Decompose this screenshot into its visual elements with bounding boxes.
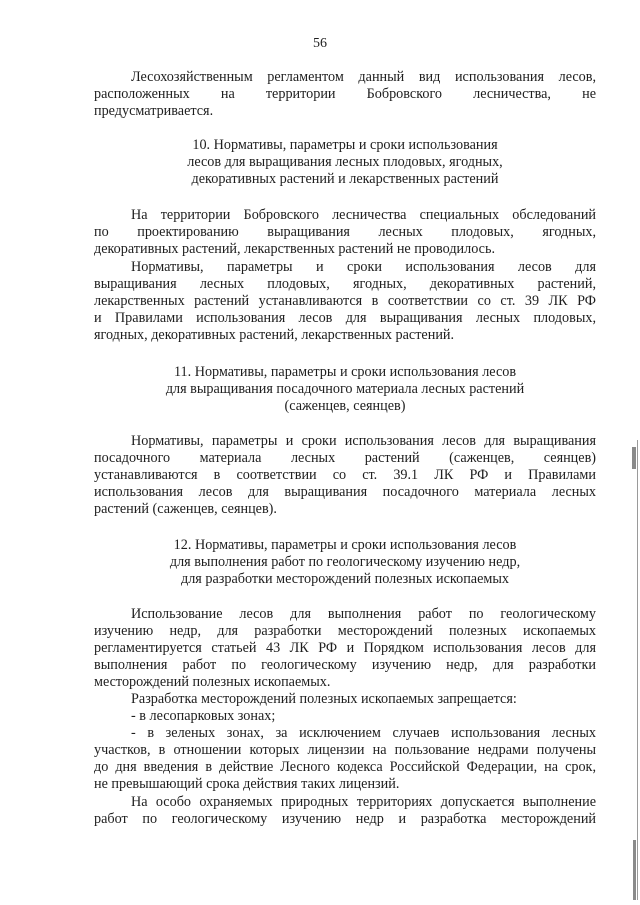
s12p3-line-1: На особо охраняемых природных территориях допускается выполнение <box>131 794 596 810</box>
s11p1-line-5: растений (саженцев, сеянцев). <box>94 500 277 517</box>
s12-bullet-1: - в лесопарковых зонах; <box>131 707 276 724</box>
s10p2-line-3: лекарственных растений устанавливаются в соответствии со ст. 39 ЛК РФ <box>94 292 596 309</box>
s11p1-line-1: Нормативы, параметры и сроки использования лесов для выращивания <box>131 433 596 449</box>
s11p1-line-3: устанавливаются в соответствии со ст. 39.1 ЛК РФ и Правилами <box>94 466 596 483</box>
section-12-heading-line-1: 12. Нормативы, параметры и сроки использования лесов <box>173 537 517 553</box>
section-12-paragraph-1 <box>94 606 596 691</box>
intro-line-1: Лесохозяйственным регламентом данный вид использования лесов, <box>131 69 596 85</box>
section-12-paragraph-3 <box>94 794 596 828</box>
section-10-heading <box>94 137 596 188</box>
s12-bullet-2-line-4: не превышающий срока действия таких лицензий. <box>94 775 400 792</box>
s12p2-text: Разработка месторождений полезных ископаемых запрещается: <box>131 691 517 707</box>
s10p2-line-5: ягодных, декоративных растений, лекарственных растений. <box>94 326 455 343</box>
s12-bullet-2-line-3: до дня введения в действие Лесного кодекса Российской Федерации, на срок, <box>94 758 596 775</box>
s12-bullet-2-line-1: - в зеленых зонах, за исключением случаев использования лесных <box>131 724 596 741</box>
section-10-heading-line-1: 10. Нормативы, параметры и сроки использования <box>192 137 498 153</box>
s11p1-line-4: использования лесов для выращивания посадочного материала лесных <box>94 483 596 500</box>
section-11-heading-line-1: 11. Нормативы, параметры и сроки использования лесов <box>173 364 517 380</box>
scan-edge-mark <box>632 447 636 469</box>
section-10-paragraph-1 <box>94 207 596 258</box>
s12p1-line-1: Использование лесов для выполнения работ по геологическому <box>131 606 596 622</box>
s12p3-line-2: работ по геологическому изучению недр и разработка месторождений <box>94 810 596 827</box>
s10p2-line-4: и Правилами использования лесов для выращивания лесных плодовых, <box>94 309 596 326</box>
s10p2-line-2: выращивания лесных плодовых, ягодных, декоративных растений, <box>94 275 596 292</box>
section-10-heading-line-3: декоративных растений и лекарственных растений <box>191 170 499 187</box>
intro-paragraph <box>94 69 596 120</box>
intro-line-2: расположенных на территории Бобровского лесничества, не <box>94 85 596 102</box>
section-10-paragraph-2 <box>94 259 596 344</box>
section-11-heading-line-2: для выращивания посадочного материала лесных растений <box>165 380 525 397</box>
s10p1-line-3: декоративных растений, лекарственных растений не проводилось. <box>94 240 495 257</box>
section-12-heading-line-3: для разработки месторождений полезных ископаемых <box>181 570 509 587</box>
section-11-heading <box>94 364 596 415</box>
s12p1-line-5: месторождений полезных ископаемых. <box>94 673 331 690</box>
section-11-paragraph-1 <box>94 433 596 518</box>
intro-line-3: предусматривается. <box>94 102 214 119</box>
s11p1-line-2: посадочного материала лесных растений (саженцев, сеянцев) <box>94 449 596 466</box>
section-10-heading-line-2: лесов для выращивания лесных плодовых, ягодных, <box>187 153 503 170</box>
s12p1-line-2: изучению недр, для разработки месторождений полезных ископаемых <box>94 622 596 639</box>
page-number: 56 <box>313 36 327 51</box>
section-12-heading-line-2: для выполнения работ по геологическому изучению недр, <box>169 553 521 570</box>
scan-edge-mark <box>633 840 636 900</box>
s10p1-line-1: На территории Бобровского лесничества специальных обследований <box>131 207 596 223</box>
s10p1-line-2: по проектированию выращивания лесных плодовых, ягодных, <box>94 223 596 240</box>
section-12-prohibitions <box>94 691 596 792</box>
s10p2-line-1: Нормативы, параметры и сроки использования лесов для <box>131 259 596 275</box>
section-12-heading <box>94 537 596 588</box>
section-11-heading-line-3: (саженцев, сеянцев) <box>284 397 406 414</box>
s12p1-line-3: регламентируется статьей 43 ЛК РФ и Порядком использования лесов для <box>94 639 596 656</box>
scan-edge-line <box>631 440 638 900</box>
s12p1-line-4: выполнения работ по геологическому изучению недр, для разработки <box>94 656 596 673</box>
s12-bullet-2-line-2: участков, в отношении которых лицензии на пользование недрами получены <box>94 741 596 758</box>
